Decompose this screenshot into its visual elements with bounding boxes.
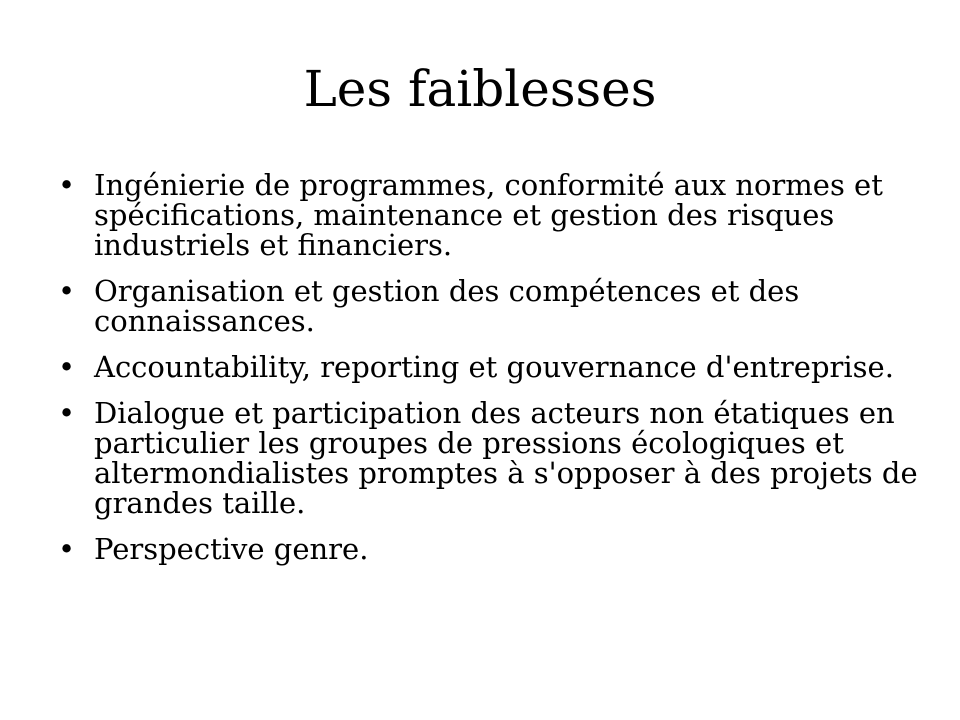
bullet-item xyxy=(58,398,918,518)
bullet-icon: • xyxy=(58,350,76,384)
slide-title: Les faiblesses xyxy=(303,60,657,118)
bullet-item xyxy=(58,352,918,382)
bullet-icon: • xyxy=(58,532,76,566)
bullet-list xyxy=(58,170,918,580)
bullet-text: Perspective genre. xyxy=(94,532,369,566)
bullet-icon: • xyxy=(58,396,76,430)
bullet-text: Dialogue et participation des acteurs non étatiques en particulier les groupes de pressions écologiques et altermondialistes promptes à s'opposer à des projets de grandes taille. xyxy=(94,396,918,520)
bullet-text: Ingénierie de programmes, conformité aux normes et spécifications, maintenance et gestion des risques industriels et financiers. xyxy=(94,168,883,262)
bullet-text: Organisation et gestion des compétences et des connaissances. xyxy=(94,274,800,338)
bullet-text: Accountability, reporting et gouvernance d'entreprise. xyxy=(94,350,894,384)
bullet-icon: • xyxy=(58,274,76,308)
bullet-item xyxy=(58,170,918,260)
bullet-icon: • xyxy=(58,168,76,202)
bullet-item xyxy=(58,276,918,336)
bullet-item xyxy=(58,534,918,564)
